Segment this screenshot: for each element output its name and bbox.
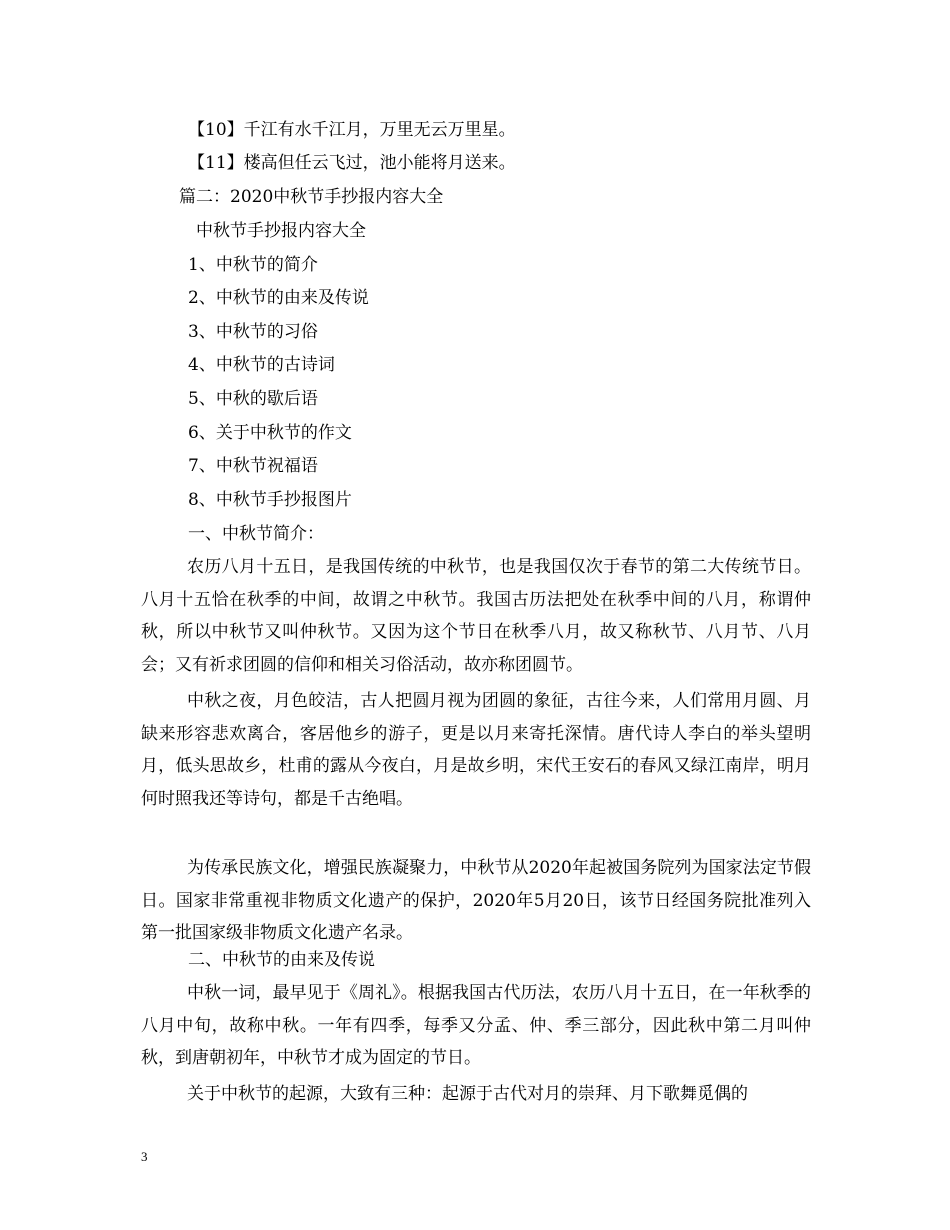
paragraph-origin-continued: 关于中秋节的起源，大致有三种：起源于古代对月的崇拜、月下歌舞觅偶的 <box>187 1084 748 1104</box>
paragraph-intro: 农历八月十五日，是我国传统的中秋节，也是我国仅次于春节的第二大传统节日。八月十五恰在秋季的中间，故谓之中秋节。我国古历法把处在秋季中间的八月，称谓仲秋，所以中秋节又叫仲秋节。又因为这个节日在秋季八月，故又称秋节、八月节、八月会；又有祈求团圆的信仰和相关习俗活动，故亦称团圆节。 <box>141 557 811 675</box>
toc-item: 2、中秋节的由来及传说 <box>188 288 369 308</box>
paragraph-moon: 中秋之夜，月色皎洁，古人把圆月视为团圆的象征，古往今来，人们常用月圆、月缺来形容悲欢离合，客居他乡的游子，更是以月来寄托深情。唐代诗人李白的举头望明月，低头思故乡，杜甫的露从今夜白，月是故乡明，宋代王安石的春风又绿江南岸，明月何时照我还等诗句，都是千古绝唱。 <box>141 691 811 809</box>
toc-item: 4、中秋节的古诗词 <box>188 355 335 375</box>
poem-line-10: 【10】千江有水千江月，万里无云万里星。 <box>188 120 516 140</box>
section-heading-intro: 一、中秋节简介： <box>188 524 324 544</box>
section-heading-origin: 二、中秋节的由来及传说 <box>188 950 375 970</box>
toc-item: 8、中秋节手抄报图片 <box>188 490 352 510</box>
toc-item: 3、中秋节的习俗 <box>188 322 318 342</box>
paragraph-origin: 中秋一词，最早见于《周礼》。根据我国古代历法，农历八月十五日，在一年秋季的八月中旬，故称中秋。一年有四季，每季又分孟、仲、季三部分，因此秋中第二月叫仲秋，到唐朝初年，中秋节才成为固定的节日。 <box>141 983 811 1068</box>
toc-item: 7、中秋节祝福语 <box>188 456 318 476</box>
section-title: 篇二：2020中秋节手抄报内容大全 <box>179 187 444 207</box>
document-subtitle: 中秋节手抄报内容大全 <box>196 221 366 241</box>
toc-item: 5、中秋的歇后语 <box>188 389 318 409</box>
page-number: 3 <box>141 1149 148 1164</box>
toc-item: 1、中秋节的简介 <box>188 255 318 275</box>
toc-item: 6、关于中秋节的作文 <box>188 423 352 443</box>
poem-line-11: 【11】楼高但任云飞过，池小能将月送来。 <box>188 153 516 173</box>
paragraph-heritage: 为传承民族文化，增强民族凝聚力，中秋节从2020年起被国务院列为国家法定节假日。国家非常重视非物质文化遗产的保护，2020年5月20日，该节日经国务院批准列入第一批国家级非物质文化遗产名录。 <box>141 858 811 943</box>
